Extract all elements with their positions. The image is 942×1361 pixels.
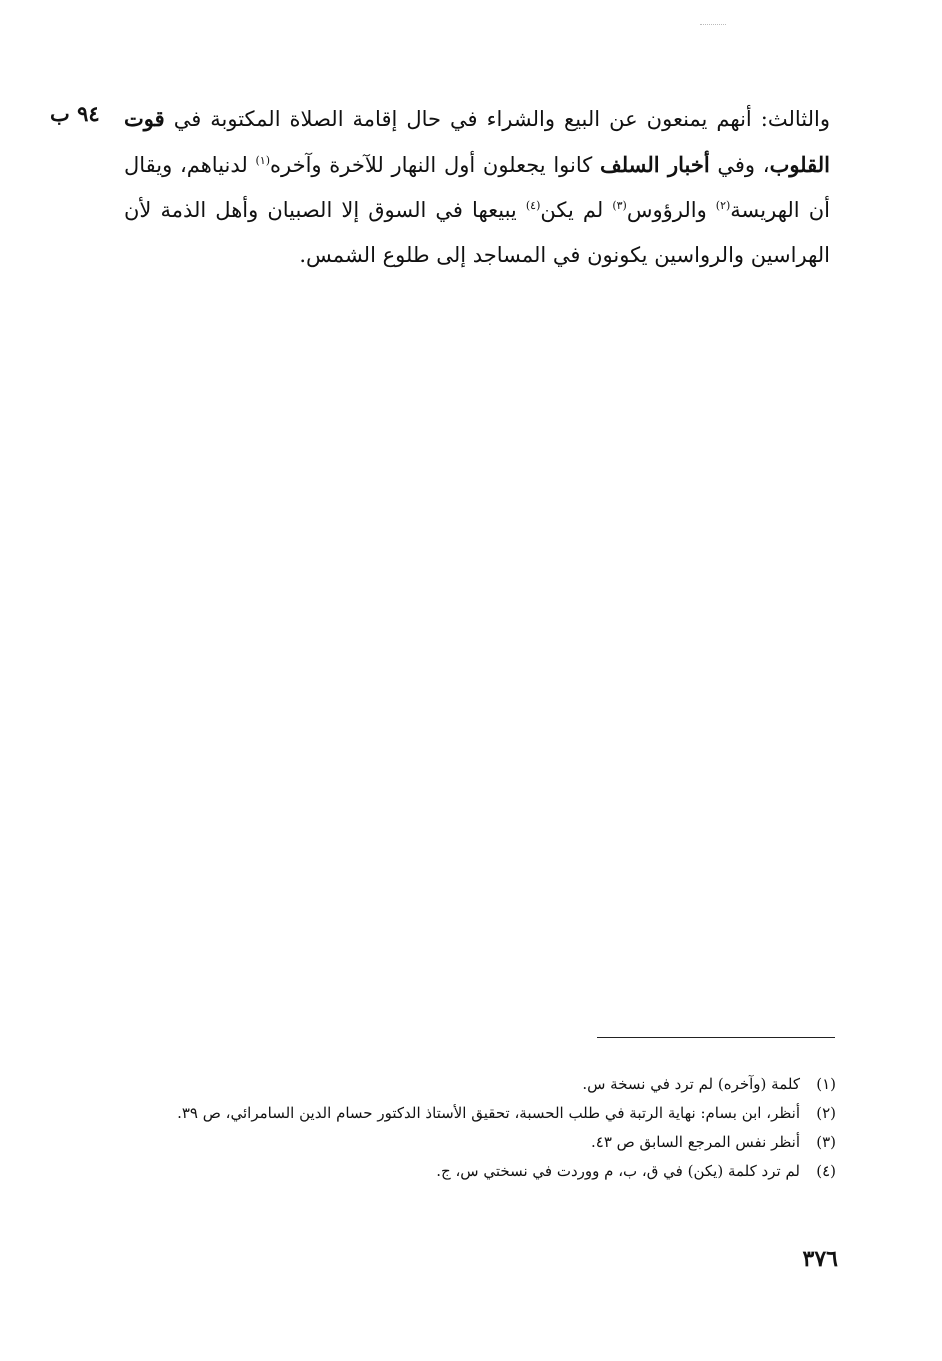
footnote-number: (٤): [816, 1162, 836, 1180]
book-title-part2: القلوب: [769, 152, 830, 177]
footnote-item: [136, 1128, 836, 1157]
page-number: ٣٧٦: [802, 1246, 838, 1272]
footnote-item: [136, 1099, 836, 1128]
text-segment: ، وفي: [709, 153, 770, 177]
footnote-item: [136, 1157, 836, 1186]
footnote-ref-3[interactable]: (٣): [612, 199, 627, 212]
footnote-text: أنظر، ابن بسام: نهاية الرتبة في طلب الحسبة، تحقيق الأستاذ الدكتور حسام الدين السامرائي، ص ٣٩.: [177, 1104, 800, 1122]
manuscript-folio-note: ٩٤ ب: [50, 101, 100, 126]
text-segment: أنهم يمنعون عن البيع والشراء في حال إقامة الصلاة المكتوبة في: [164, 107, 761, 131]
footnote-separator: [597, 1037, 835, 1038]
book-title-part1: قوت: [124, 106, 165, 131]
footnote-number: (٢): [816, 1104, 836, 1122]
label-third: والثالث:: [760, 107, 830, 131]
bold-phrase: أخبار السلف: [599, 152, 710, 177]
text-segment: لدنياهم، ويقال أن الهريسة: [124, 153, 830, 222]
scan-mark: [700, 24, 726, 27]
footnote-ref-4[interactable]: (٤): [525, 199, 541, 212]
footnote-text: أنظر نفس المرجع السابق ص ٤٣.: [590, 1133, 800, 1151]
text-segment: كانوا يجعلون أول النهار للآخرة وآخره: [270, 153, 600, 177]
text-segment: والرؤوس: [626, 198, 716, 222]
footnotes: [136, 1070, 836, 1186]
text-segment: لم يكن: [540, 198, 613, 222]
footnote-ref-1[interactable]: (١): [255, 154, 271, 167]
text-segment: يبيعها في السوق إلا الصبيان وأهل الذمة لأن الهراسين والرواسين يكونون في المساجد إلى طلوع الشمس.: [124, 198, 830, 267]
footnote-text: لم ترد كلمة (يكن) في ق، ب، م ووردت في نسختي س، ج.: [436, 1162, 800, 1180]
footnote-number: (٣): [816, 1133, 836, 1151]
main-paragraph: [124, 96, 830, 278]
footnote-text: كلمة (وآخره) لم ترد في نسخة س.: [582, 1075, 800, 1093]
footnote-number: (١): [816, 1075, 836, 1093]
footnote-item: [136, 1070, 836, 1099]
footnote-ref-2[interactable]: (٢): [715, 199, 731, 212]
